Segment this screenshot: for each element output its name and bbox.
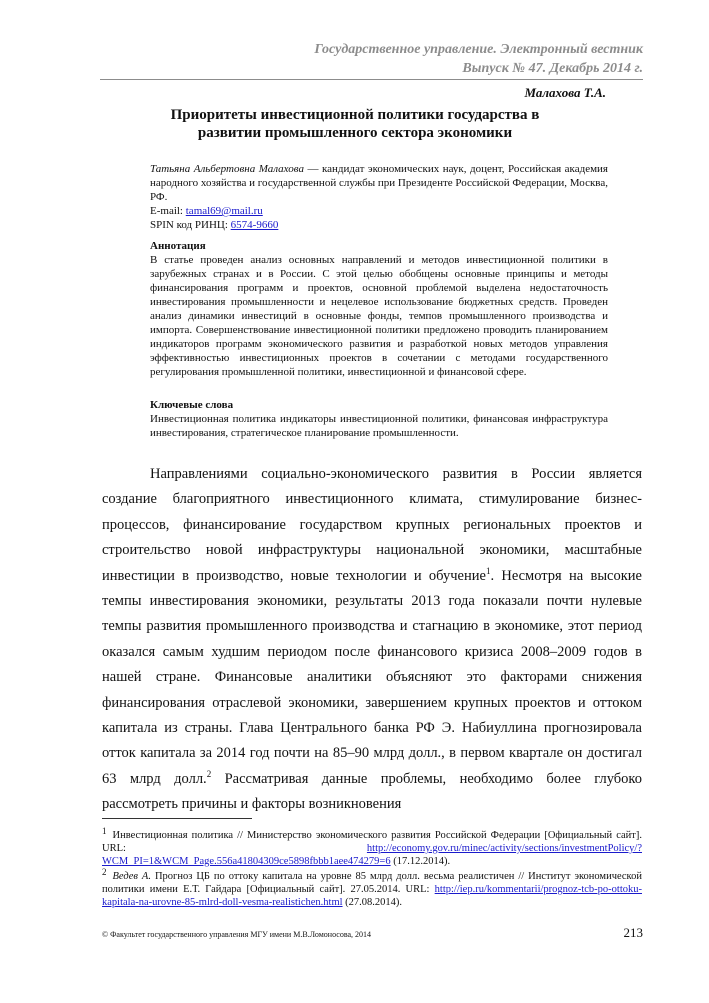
footnote-mark: 1 — [102, 825, 107, 836]
body-paragraph — [102, 462, 642, 818]
footnote-mark: 2 — [102, 866, 107, 877]
footnote-text: Инвестиционная политика // Министерство экономического развития Российской Федерации [Официальный сайт]. URL: — [102, 830, 642, 854]
footnote-date: (27.08.2014). — [342, 896, 403, 908]
keywords-heading: Ключевые слова — [150, 399, 234, 411]
author-spin-line — [150, 218, 608, 232]
footnote-2 — [102, 866, 642, 909]
annotation-heading: Аннотация — [150, 240, 206, 252]
footnotes — [102, 825, 642, 913]
author-email-line — [150, 204, 608, 218]
journal-issue: Выпуск № 47. Декабрь 2014 г. — [462, 61, 643, 76]
footnote-author: Ведев А. — [112, 871, 151, 883]
author-bio — [150, 162, 608, 204]
header-divider — [100, 79, 643, 80]
footnote-divider — [102, 818, 252, 819]
author-description: — кандидат экономических наук, доцент, Российская академия народного хозяйства и государственной службы при Президенте Российской Федерации, Москва, РФ. — [150, 163, 608, 203]
footnote-1 — [102, 825, 642, 868]
keywords-text: Инвестиционная политика индикаторы инвестиционной политики, финансовая инфраструктура инвестирования, стратегическое планирование промышленности. — [150, 413, 608, 439]
body-text-part-2: . Несмотря на высокие темпы инвестирования экономики, результаты 2013 года показали почти нулевые темпы развития промышленного производства и стагнацию в экономике, этот период оказался самым худшим периодом после финансового кризиса 2008–2009 годов в нашей стране. Финансовые аналитики объясняют это факторами снижения финансирования отраслевой экономики, завершением крупных проектов и оттоком капитала из страны. Глава Центрального банка РФ Э. Набиуллина прогнозировала отток капитала за 2014 год почти на 85–90 млрд долл., в первом квартале он достигал 63 млрд долл. — [102, 567, 642, 787]
footnote-text: Прогноз ЦБ по оттоку капитала на уровне 85 млрд долл. весьма реалистичен // Институт экономической политики имени Е.Т. Гайдара [Официальный сайт]. 27.05.2014. URL: — [102, 871, 642, 896]
footer-copyright: © Факультет государственного управления МГУ имени М.В.Ломоносова, 2014 — [102, 930, 372, 939]
footnote-date: (17.12.2014). — [390, 855, 451, 867]
annotation-section — [150, 239, 608, 379]
email-label: E-mail: — [150, 205, 186, 217]
author-info — [150, 162, 608, 232]
footnote-url-link[interactable]: http://economy.gov.ru/minec/activity/sections/investmentPolicy/?WCM_PI=1&WCM_Page.556a41804309ce5898fbbb1aee474279=6 — [102, 842, 642, 867]
footnote-ref-1[interactable]: 1 — [485, 565, 491, 576]
journal-name: Государственное управление. Электронный вестник — [314, 42, 643, 57]
author-full-name: Татьяна Альбертовна Малахова — [150, 163, 304, 175]
annotation-text: В статье проведен анализ основных направлений и методов инвестиционной политики в зарубежных странах и в России. С этой целью обобщены основные принципы и методы финансирования программ и проектов, основной проблемой выделена недостаточность инвестирования промышленности и нецелевое использование бюджетных средств. Проведен анализ динамики инвестиций в основные фонды, темпов промышленного производства и импорта. Совершенствование инвестиционной политики предложено проводить планированием индикаторов программ экономического развития и разработкой новых методов управления эффективностью инвестиционных проектов в сочетании с методами государственного регулирования промышленной политики, инвестиционной и финансовой сфере. — [150, 254, 608, 378]
body-text-part-1: Направлениями социально-экономического развития в России является создание благоприятного инвестиционного климата, стимулирование бизнес-процессов, финансирование государством крупных региональных проектов и строительство новой инфраструктуры национальной экономики, масштабные инвестиции в производство, новые технологии и обучение — [102, 466, 642, 584]
footnote-url-link[interactable]: http://iep.ru/kommentarii/prognoz-tcb-po-ottoku-kapitala-na-urovne-85-mlrd-doll-vesma-realistichen.html — [102, 884, 642, 908]
spin-label: SPIN код РИНЦ: — [150, 219, 231, 231]
keywords-section — [150, 398, 608, 440]
body-text-part-3: Рассматривая данные проблемы, необходимо более глубоко рассмотреть причины и факторы возникновения — [102, 770, 642, 813]
footnote-ref-2[interactable]: 2 — [206, 769, 212, 780]
article-title: Приоритеты инвестиционной политики государства в развитии промышленного сектора экономики — [170, 107, 540, 141]
author-short-name: Малахова Т.А. — [524, 85, 606, 100]
author-email-link[interactable]: tamal69@mail.ru — [185, 205, 263, 217]
journal-header — [314, 40, 643, 78]
page-number: 213 — [623, 925, 643, 940]
author-spin-link[interactable]: 6574-9660 — [230, 219, 279, 231]
